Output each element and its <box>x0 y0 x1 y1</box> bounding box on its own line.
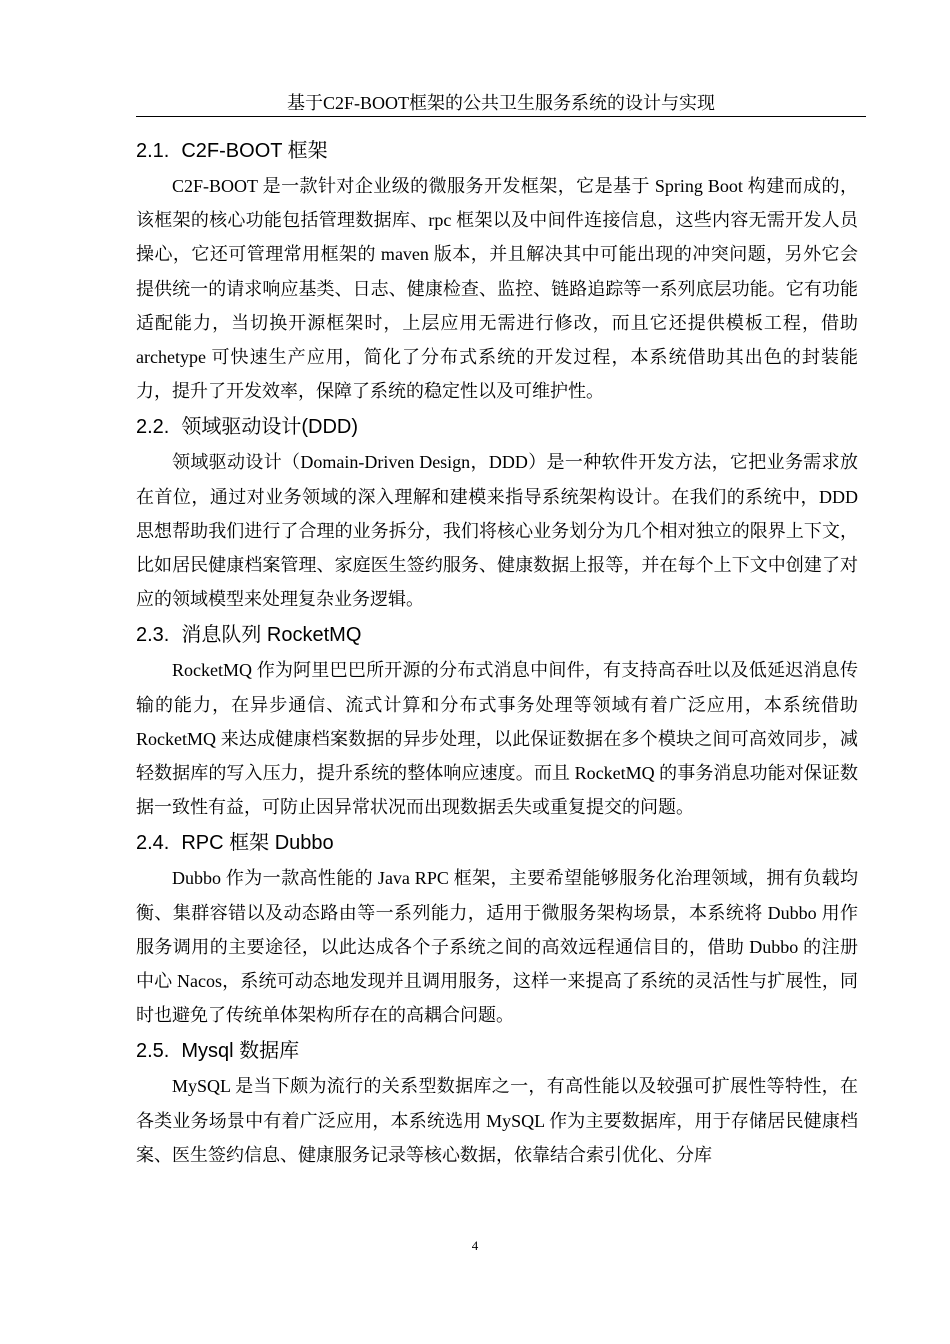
section-2-3 <box>136 620 858 824</box>
section-number: 2.3. <box>136 624 170 647</box>
section-number: 2.1. <box>136 140 170 162</box>
section-number: 2.5. <box>136 1040 170 1063</box>
section-title: Mysql 数据库 <box>181 1040 300 1063</box>
section-title: 消息队列 RocketMQ <box>181 624 362 647</box>
page-number: 4 <box>471 1238 479 1253</box>
section-heading <box>136 136 858 166</box>
section-title: RPC 框架 Dubbo <box>181 832 334 855</box>
section-heading <box>136 620 858 650</box>
section-2-5 <box>136 1036 858 1172</box>
section-2-2 <box>136 412 858 616</box>
section-heading <box>136 828 858 858</box>
section-2-1 <box>136 136 858 408</box>
section-heading <box>136 1036 858 1066</box>
section-paragraph: RocketMQ 作为阿里巴巴所开源的分布式消息中间件，有支持高吞吐以及低延迟消息传输的能力，在异步通信、流式计算和分布式事务处理等领域有着广泛应用，本系统借助 RocketMQ 来达成健康档案数据的异步处理，以此保证数据在多个模块之间可高效同步，减轻数据库的写入压力，提升系统的整体响应速度。而且 RocketMQ 的事务消息功能对保证数据一致性有益，可防止因异常状况而出现数据丢失或重复提交的问题。 <box>136 660 858 818</box>
section-paragraph: C2F-BOOT 是一款针对企业级的微服务开发框架，它是基于 Spring Boot 构建而成的，该框架的核心功能包括管理数据库、rpc 框架以及中间件连接信息，这些内容无需开发人员操心，它还可管理常用框架的 maven 版本，并且解决其中可能出现的冲突问题，另外它会提供统一的请求响应基类、日志、健康检查、监控、链路追踪等一系列底层功能。它有功能适配能力，当切换开源框架时，上层应用无需进行修改，而且它还提供模板工程，借助 archetype 可快速生产应用，简化了分布式系统的开发过程，本系统借助其出色的封装能力，提升了开发效率，保障了系统的稳定性以及可维护性。 <box>136 176 858 402</box>
section-2-4 <box>136 828 858 1032</box>
section-title: 领域驱动设计(DDD) <box>181 416 359 439</box>
section-paragraph: Dubbo 作为一款高性能的 Java RPC 框架，主要希望能够服务化治理领域，拥有负载均衡、集群容错以及动态路由等一系列能力，适用于微服务架构场景，本系统将 Dubbo 用作服务调用的主要途径，以此达成各个子系统之间的高效远程通信目的，借助 Dubbo 的注册中心 Nacos，系统可动态地发现并且调用服务，这样一来提高了系统的灵活性与扩展性，同时也避免了传统单体架构所存在的高耦合问题。 <box>136 868 858 1026</box>
section-paragraph: 领域驱动设计（Domain-Driven Design，DDD）是一种软件开发方法，它把业务需求放在首位，通过对业务领域的深入理解和建模来指导系统架构设计。在我们的系统中，DDD 思想帮助我们进行了合理的业务拆分，我们将核心业务划分为几个相对独立的限界上下文，比如居民健康档案管理、家庭医生签约服务、健康数据上报等，并在每个上下文中创建了对应的领域模型来处理复杂业务逻辑。 <box>136 452 858 610</box>
section-title: C2F-BOOT 框架 <box>181 140 328 162</box>
page-body <box>136 132 858 1172</box>
section-paragraph: MySQL 是当下颇为流行的关系型数据库之一，有高性能以及较强可扩展性等特性，在各类业务场景中有着广泛应用，本系统选用 MySQL 作为主要数据库，用于存储居民健康档案、医生签约信息、健康服务记录等核心数据，依靠结合索引优化、分库 <box>136 1076 858 1165</box>
running-header: 基于C2F-BOOT框架的公共卫生服务系统的设计与实现 <box>136 92 866 117</box>
section-number: 2.2. <box>136 416 170 439</box>
section-number: 2.4. <box>136 832 170 855</box>
section-heading <box>136 412 858 442</box>
